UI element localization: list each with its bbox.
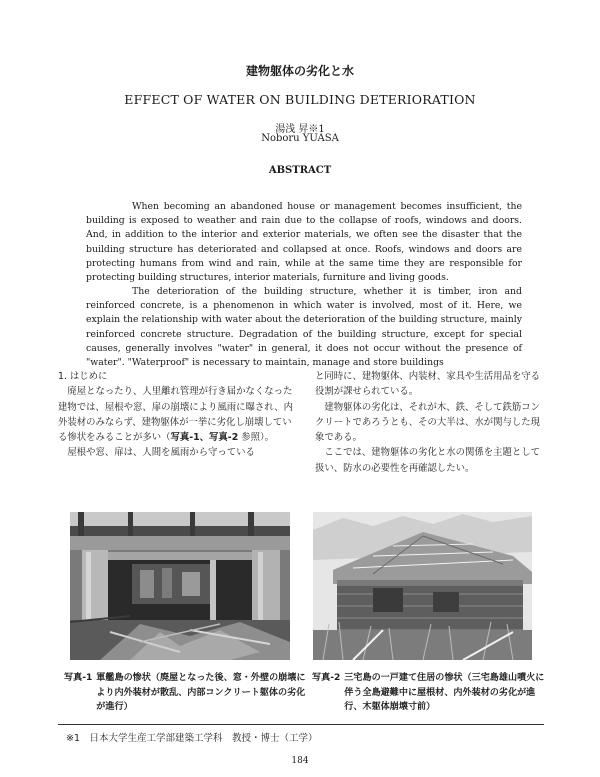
photo-1-ruined-building — [70, 512, 290, 660]
photo-1-label: 写真-1 — [64, 673, 93, 683]
body-paragraph-2-continued: と同時に、建物躯体、内装材、家具や生活用品を守る役割が課せられている。 — [315, 371, 541, 398]
photo-reference: 写真-1、写真-2 — [170, 432, 239, 444]
body-paragraph-2: 屋根や窓、扉は、人間を風雨から守っている — [67, 447, 255, 459]
body-paragraph-1-tail: 参照）。 — [238, 432, 275, 444]
abstract-text-1: When becoming an abandoned house or management becomes insufficient, the building is exposed to weather and rain due to the collapse of roofs, windows and doors. And, in addition to the interior and exterior materials, we often see the disaster that the building structure has deteriorated and collapsed at once. Roofs, windows and doors are protecting humans from wind and rain, while at the same time they are responsible for protecting building structures, interior materials, furniture and living goods. — [86, 201, 522, 284]
section-heading: 1. はじめに — [58, 371, 108, 382]
photo-2-label: 写真-2 — [312, 673, 341, 683]
paper-title-english: EFFECT OF WATER ON BUILDING DETERIORATION — [124, 92, 476, 107]
photo-2-caption — [312, 671, 552, 715]
photo-1-illustration — [70, 512, 290, 660]
photo-2-collapsing-house — [313, 512, 532, 660]
body-paragraph-1 — [58, 384, 300, 445]
body-column-left — [58, 369, 300, 461]
abstract-paragraph-1 — [86, 200, 522, 285]
body-column-right — [315, 369, 547, 476]
page-number: 184 — [291, 756, 309, 766]
photo-2-illustration — [313, 512, 532, 660]
author-name-japanese: 湯浅 昇※1 — [275, 124, 325, 135]
body-paragraph-1-text: 廃屋となったり、人里離れ管理が行き届かなくなった建物では、屋根や窓、扉の崩壊により風雨に曝され、内外装材のみならず、建物躯体が一挙に劣化し崩壊している惨状をみることが多い（ — [58, 386, 293, 444]
footnote-divider — [58, 724, 544, 725]
paper-title-japanese: 建物躯体の劣化と水 — [245, 64, 354, 78]
photo-1-caption — [64, 671, 310, 715]
body-paragraph-3: 建物躯体の劣化は、それが木、鉄、そして鉄筋コンクリートであろうとも、その大半は、水が関与した現象である。 — [315, 401, 541, 444]
photo-2-caption-text: 三宅島の一戸建て住居の惨状（三宅島雄山噴火に伴う全島避難中に屋根材、内外装材の劣化が進行、木躯体崩壊寸前） — [344, 673, 545, 713]
author-affiliation-footnote: ※1 日本大学生産工学部建築工学科 教授・博士（工学） — [66, 733, 318, 744]
abstract-paragraph-2 — [86, 285, 522, 370]
abstract-heading: ABSTRACT — [268, 165, 332, 176]
photo-1-caption-text: 軍艦島の惨状（廃屋となった後、窓・外壁の崩壊により内外装材が散乱、内部コンクリート躯体の劣化が進行） — [96, 673, 306, 713]
author-name-english: Noboru YUASA — [261, 133, 339, 144]
body-paragraph-4: ここでは、建物躯体の劣化と水の関係を主題として扱い、防水の必要性を再確認したい。 — [315, 447, 541, 474]
abstract-text-2: The deterioration of the building structure, whether it is timber, iron and reinforced concrete, is a phenomenon in which water is involved, most of it. Here, we explain the relationship with water about the deterioration of the building structure, mainly reinforced concrete structure. Degradation of the building structure, except for special causes, generally involves "water" in general, it does not occur without the presence of "water". "Waterproof" is necessary to maintain, manage and store buildings — [86, 286, 522, 369]
